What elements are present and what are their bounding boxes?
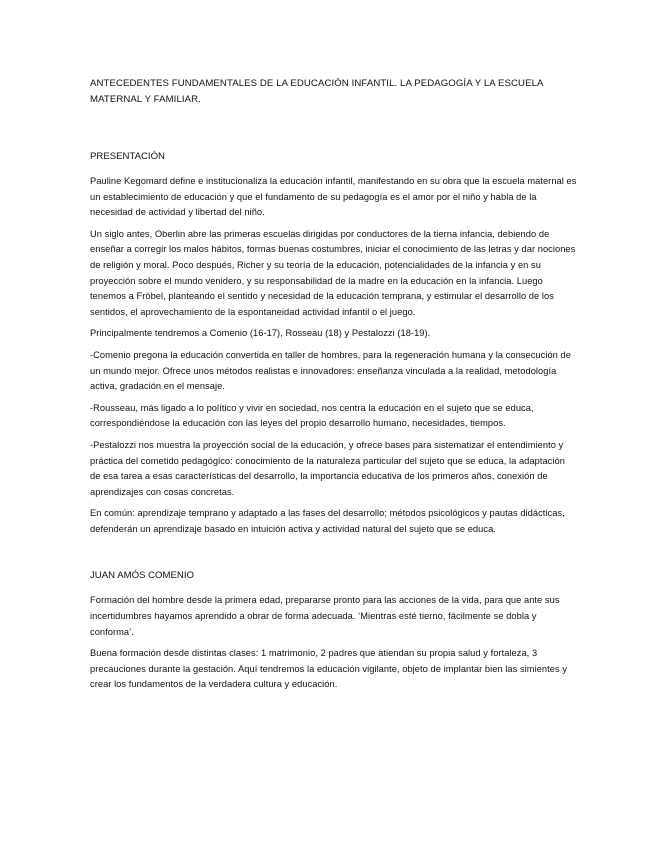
- paragraph: Buena formación desde distintas clases: 1 matrimonio, 2 padres que atiendan su propia salud y fortaleza, 3 precauciones durante la gestación. Aquí tendremos la educación vigilante, objeto de implantar bien las simientes y crear los fundamentos de la verdadera cultura y educación.: [90, 648, 568, 690]
- paragraph: Un siglo antes, Oberlin abre las primeras escuelas dirigidas por conductores de la tierna infancia, debiendo de enseñar a corregir los malos hábitos, formas buenas costumbres, iniciar el conocimiento de las letras y dar nociones de religión y moral. Poco después, Richer y su teoría de la educación, potencialidades de la infancia y en su proyección sobre el mundo venidero, y su responsabilidad de la madre en la educación en la infancia. Luego tenemos a Fröbel, planteando el sentido y necesidad de la educación temprana, y estimular el desarrollo de los sentidos, el aprovechamiento de la espontaneidad actividad infantil o el juego.: [90, 228, 576, 317]
- paragraph: Principalmente tendremos a Comenio (16-17), Rosseau (18) y Pestalozzi (18-19).: [90, 328, 431, 339]
- section-presentacion: [90, 150, 577, 537]
- section-heading-presentacion: PRESENTACIÓN: [90, 151, 165, 162]
- paragraph: En común: aprendizaje temprano y adaptado a las fases del desarrollo; métodos psicológicos y pautas didácticas, defenderán un aprendizaje basado en intuición activa y actividad natural del sujeto que se educa.: [90, 508, 565, 534]
- paragraph: Formación del hombre desde la primera edad, prepararse pronto para las acciones de la vida, para que ante sus incertidumbres hayamos aprendido a obrar de forma adecuada. ‘Mientras esté tierno, fácilmente se dobla y conforma’.: [90, 595, 560, 637]
- document-title: ANTECEDENTES FUNDAMENTALES DE LA EDUCACIÓN INFANTIL. LA PEDAGOGÍA Y LA ESCUELA MATERNAL Y FAMILIAR.: [90, 78, 543, 105]
- paragraph: -Rousseau, más ligado a lo político y vivir en sociedad, nos centra la educación en el sujeto que se educa, correspondiéndose la educación con las leyes del propio desarrollo humano, necesidades, tiempos.: [90, 402, 534, 429]
- paragraph: -Pestalozzi nos muestra la proyección social de la educación, y ofrece bases para sistematizar el entendimiento y práctica del cometido pedagógico: conocimiento de la naturaleza particular del sujeto que se educa, la adaptación de esa tarea a esas características del desarrollo, la importancia educativa de los primeros años, conexión de aprendizajes con cosas concretas.: [90, 439, 565, 497]
- section-heading-comenio: JUAN AMÓS COMENIO: [90, 570, 194, 582]
- section-spacer: [90, 543, 577, 569]
- paragraph: -Comenio pregona la educación convertida en taller de hombres, para la regeneración humana y la consecución de un mundo mejor. Ofrece unos métodos realistas e innovadores: enseñanza vinculada a la realidad, metodología activa, gradación en el mensaje.: [90, 349, 571, 392]
- section-comenio: [90, 569, 577, 693]
- paragraph: Pauline Kegomard define e institucionaliza la educación infantil, manifestando en su obra que la escuela maternal es un establecimiento de educación y que el fundamento de su pedagogía es el amor por el niño y habla de la necesidad de actividad y libertad del niño.: [90, 176, 577, 218]
